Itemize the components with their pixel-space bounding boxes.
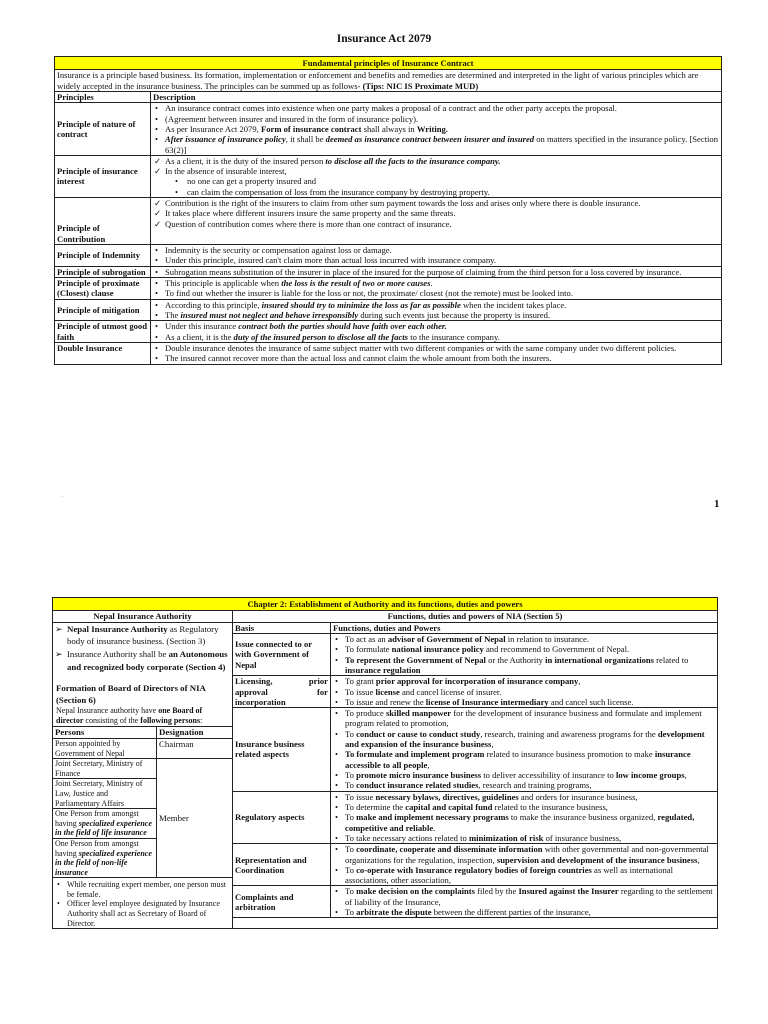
list-item: • (Agreement between insurer and insured in the form of insurance policy).	[153, 114, 719, 124]
list-item: • To co-operate with Insurance regulatory bodies of foreign countries as well as international associations, other association,	[333, 865, 715, 886]
column-header-designation: Designation	[157, 727, 233, 739]
list-item: • To formulate national insurance policy and recommend to Government of Nepal.	[333, 644, 715, 654]
list-item: • An insurance contract comes into existence when one party makes a proposal of a contract and the other party accepts the proposal.	[153, 103, 719, 113]
list-item: • While recruiting expert member, one person must be female.	[55, 880, 230, 899]
person-cell: Joint Secretary, Ministry of Law, Justice and Parliamentary Affairs	[53, 779, 157, 809]
table-row	[55, 155, 722, 197]
principle-description	[151, 321, 722, 343]
board-text: Nepal Insurance authority have one Board of director consisting of the following persons:	[56, 706, 203, 725]
list-item: • no one can get a property insured and	[153, 176, 719, 186]
principle-name: Principle of mitigation	[55, 299, 151, 321]
principles-intro	[55, 70, 722, 92]
principle-name: Double Insurance	[55, 342, 151, 364]
page-number: 1	[714, 498, 720, 510]
nia-column	[53, 622, 233, 929]
principle-name: Principle of proximate (Closest) clause	[55, 278, 151, 300]
principle-name: Principle of Contribution	[55, 198, 151, 245]
principle-description	[151, 299, 722, 321]
principle-name: Principle of Indemnity	[55, 245, 151, 267]
table-row	[55, 103, 722, 156]
designation-cell: Member	[157, 759, 233, 878]
list-item: • Double insurance denotes the insurance of same subject matter with two different companies or with the same company under two different policies.	[153, 343, 719, 353]
functions-cell	[331, 708, 718, 792]
list-item: • According to this principle, insured should try to minimize the loss as far as possible when the incident takes place.	[153, 300, 719, 310]
column-header-basis: Basis	[233, 622, 331, 633]
table-row	[55, 299, 722, 321]
principle-name: Principle of subrogation	[55, 266, 151, 277]
column-header-principles: Principles	[55, 91, 151, 102]
principle-description	[151, 198, 722, 245]
table-row	[53, 759, 233, 779]
list-item: • To determine the capital and capital fund related to the insurance business,	[333, 802, 715, 812]
table-row	[55, 278, 722, 300]
list-item: • To issue license and cancel license of insurer.	[333, 687, 715, 697]
person-cell: One Person from amongst having specialized experience in the field of life insurance	[53, 809, 157, 839]
list-item: • To act as an advisor of Government of Nepal in relation to insurance.	[333, 634, 715, 644]
functions-cell	[331, 791, 718, 844]
list-item: • Officer level employee designated by Insurance Authority shall act as Secretary of Board of Director.	[55, 899, 230, 928]
functions-table	[232, 622, 718, 919]
list-item: • The insured cannot recover more than the actual loss and cannot claim the whole amount from both the insurers.	[153, 353, 719, 363]
basis-cell: Insurance business related aspects	[233, 708, 331, 792]
principles-table-header: Fundamental principles of Insurance Contract	[55, 57, 722, 70]
table-row	[55, 198, 722, 245]
principle-description	[151, 155, 722, 197]
list-item: • To conduct or cause to conduct study, research, training and awareness programs for the development and expansion of the insurance business,	[333, 729, 715, 750]
list-item: ➢ Insurance Authority shall be an Autonomous and recognized body corporate (Section 4)	[55, 648, 230, 674]
list-item: • The insured must not neglect and behave irresponsibly during such events just because the property is insured.	[153, 310, 719, 320]
chapter-header: Chapter 2: Establishment of Authority and its functions, duties and powers	[53, 598, 718, 611]
person-cell: One Person from amongst having specialized experience in the field of non-life insurance	[53, 838, 157, 877]
table-row	[233, 708, 718, 792]
column-header-persons: Persons	[53, 727, 157, 739]
table-row	[233, 676, 718, 708]
list-item: • To make decision on the complaints filed by the Insured against the Insurer regarding to the settlement of liability of the Insurance,	[333, 886, 715, 907]
list-item: ✓ Contribution is the right of the insurers to claim from other sum payment towards the loss and arises only where there is double insurance.	[153, 198, 719, 208]
right-column-header: Functions, duties and powers of NIA (Section 5)	[233, 611, 718, 622]
list-item: • Subrogation means substitution of the insurer in place of the insured for the purpose of claiming from the third person for a loss covered by insurance.	[153, 267, 719, 277]
list-item: • To issue and renew the license of Insurance intermediary and cancel such license.	[333, 697, 715, 707]
list-item: • Under this principle, insured can't claim more than actual loss incurred with insurance company.	[153, 255, 719, 265]
principle-description	[151, 278, 722, 300]
table-row	[233, 886, 718, 918]
principles-table	[54, 56, 722, 365]
scan-dot: .	[62, 493, 64, 499]
list-item: • To arbitrate the dispute between the different parties of the insurance,	[333, 907, 715, 917]
list-item: • To promote micro insurance business to deliver accessibility of insurance to low income groups,	[333, 770, 715, 780]
table-row	[233, 844, 718, 886]
principle-description	[151, 266, 722, 277]
table-row	[233, 791, 718, 844]
basis-cell: Licensing, prior approval for incorporation	[233, 676, 331, 708]
functions-cell	[331, 844, 718, 886]
principle-name: Principle of utmost good faith	[55, 321, 151, 343]
list-item: ✓ In the absence of insurable interest,	[153, 166, 719, 176]
basis-cell: Representation and Coordination	[233, 844, 331, 886]
principle-name: Principle of insurance interest	[55, 155, 151, 197]
list-item: ✓ As a client, it is the duty of the insured person to disclose all the facts to the insurance company.	[153, 156, 719, 166]
column-header-description: Description	[151, 91, 722, 102]
functions-column	[233, 622, 718, 929]
principle-name: Principle of nature of contract	[55, 103, 151, 156]
list-item: ➢ Nepal Insurance Authority as Regulatory body of insurance business. (Section 3)	[55, 623, 230, 649]
list-item: • Under this insurance contract both the parties should have faith over each other.	[153, 321, 719, 331]
intro-text: Insurance is a principle based business. Its formation, implementation or enforcement and benefits and remedies are determined and interpreted in the light of various principles which are widely accepted in the insurance business. The principles can be summed up as follows-	[57, 70, 699, 91]
table-row	[55, 342, 722, 364]
list-item: • This principle is applicable when the loss is the result of two or more causes.	[153, 278, 719, 288]
list-item: • To issue necessary bylaws, directives, guidelines and orders for insurance business,	[333, 792, 715, 802]
list-item: ✓ Question of contribution comes where there is more than one contract of insurance.	[153, 219, 719, 229]
page-2	[0, 560, 768, 1024]
left-column-header: Nepal Insurance Authority	[53, 611, 233, 622]
principle-description	[151, 245, 722, 267]
table-row	[55, 321, 722, 343]
list-item: ✓ It takes place where different insurers insure the same property and the same threats.	[153, 208, 719, 218]
list-item: • Indemnity is the security or compensation against loss or damage.	[153, 245, 719, 255]
table-row	[55, 245, 722, 267]
person-cell: Joint Secretary, Ministry of Finance	[53, 759, 157, 779]
list-item: • To represent the Government of Nepal or the Authority in international organizations related to insurance regulation	[333, 655, 715, 676]
list-item: • To conduct insurance related studies, research and training programs,	[333, 780, 715, 790]
list-item: • To coordinate, cooperate and disseminate information with other governmental and non-governmental organizations for the regulation, inspection, supervision and development of the insurance business,	[333, 844, 715, 865]
principle-description	[151, 342, 722, 364]
board-table	[52, 726, 233, 878]
list-item: • As a client, it is the duty of the insured person to disclose all the facts to the insurance company.	[153, 332, 719, 342]
basis-cell: Complaints and arbitration	[233, 886, 331, 918]
list-item: • To make and implement necessary programs to make the insurance business organized, regulated, competitive and reliable.	[333, 812, 715, 833]
functions-cell	[331, 886, 718, 918]
table-row	[55, 266, 722, 277]
chapter2-table	[52, 597, 718, 929]
functions-cell	[331, 633, 718, 675]
column-header-functions: Functions, duties and Powers	[331, 622, 718, 633]
list-item: • To take necessary actions related to minimization of risk of insurance business,	[333, 833, 715, 843]
person-cell: Person appointed by Government of Nepal	[53, 738, 157, 758]
list-item: • After issuance of insurance policy, it shall be deemed as insurance contract between insurer and insured on matters specified in the insurance policy. [Section 63(2)]	[153, 134, 719, 155]
designation-cell: Chairman	[157, 738, 233, 758]
list-item: • can claim the compensation of loss from the insurance company by destroying property.	[153, 187, 719, 197]
table-row	[53, 738, 233, 758]
list-item: • To grant prior approval for incorporation of insurance company,	[333, 676, 715, 686]
basis-cell: Issue connected to or with Government of Nepal	[233, 633, 331, 675]
list-item: • To formulate and implement program related to insurance business promotion to make insurance accessible to all people,	[333, 749, 715, 770]
functions-cell	[331, 676, 718, 708]
principle-description	[151, 103, 722, 156]
document-title: Insurance Act 2079	[336, 33, 432, 45]
list-item: • To find out whether the insurer is liable for the loss or not, the proximate/ closest (not the remote) must be looked into.	[153, 288, 719, 298]
intro-tip: (Tips: NIC IS Proximate MUD)	[362, 80, 479, 91]
board-heading: Formation of Board of Directors of NIA (Section 6)	[56, 682, 206, 705]
list-item: • As per Insurance Act 2079, Form of insurance contract shall always in Writing.	[153, 124, 719, 134]
list-item: • To produce skilled manpower for the development of insurance business and formulate and implement program related to promotion,	[333, 708, 715, 729]
basis-cell: Regulatory aspects	[233, 791, 331, 844]
table-row	[233, 633, 718, 675]
